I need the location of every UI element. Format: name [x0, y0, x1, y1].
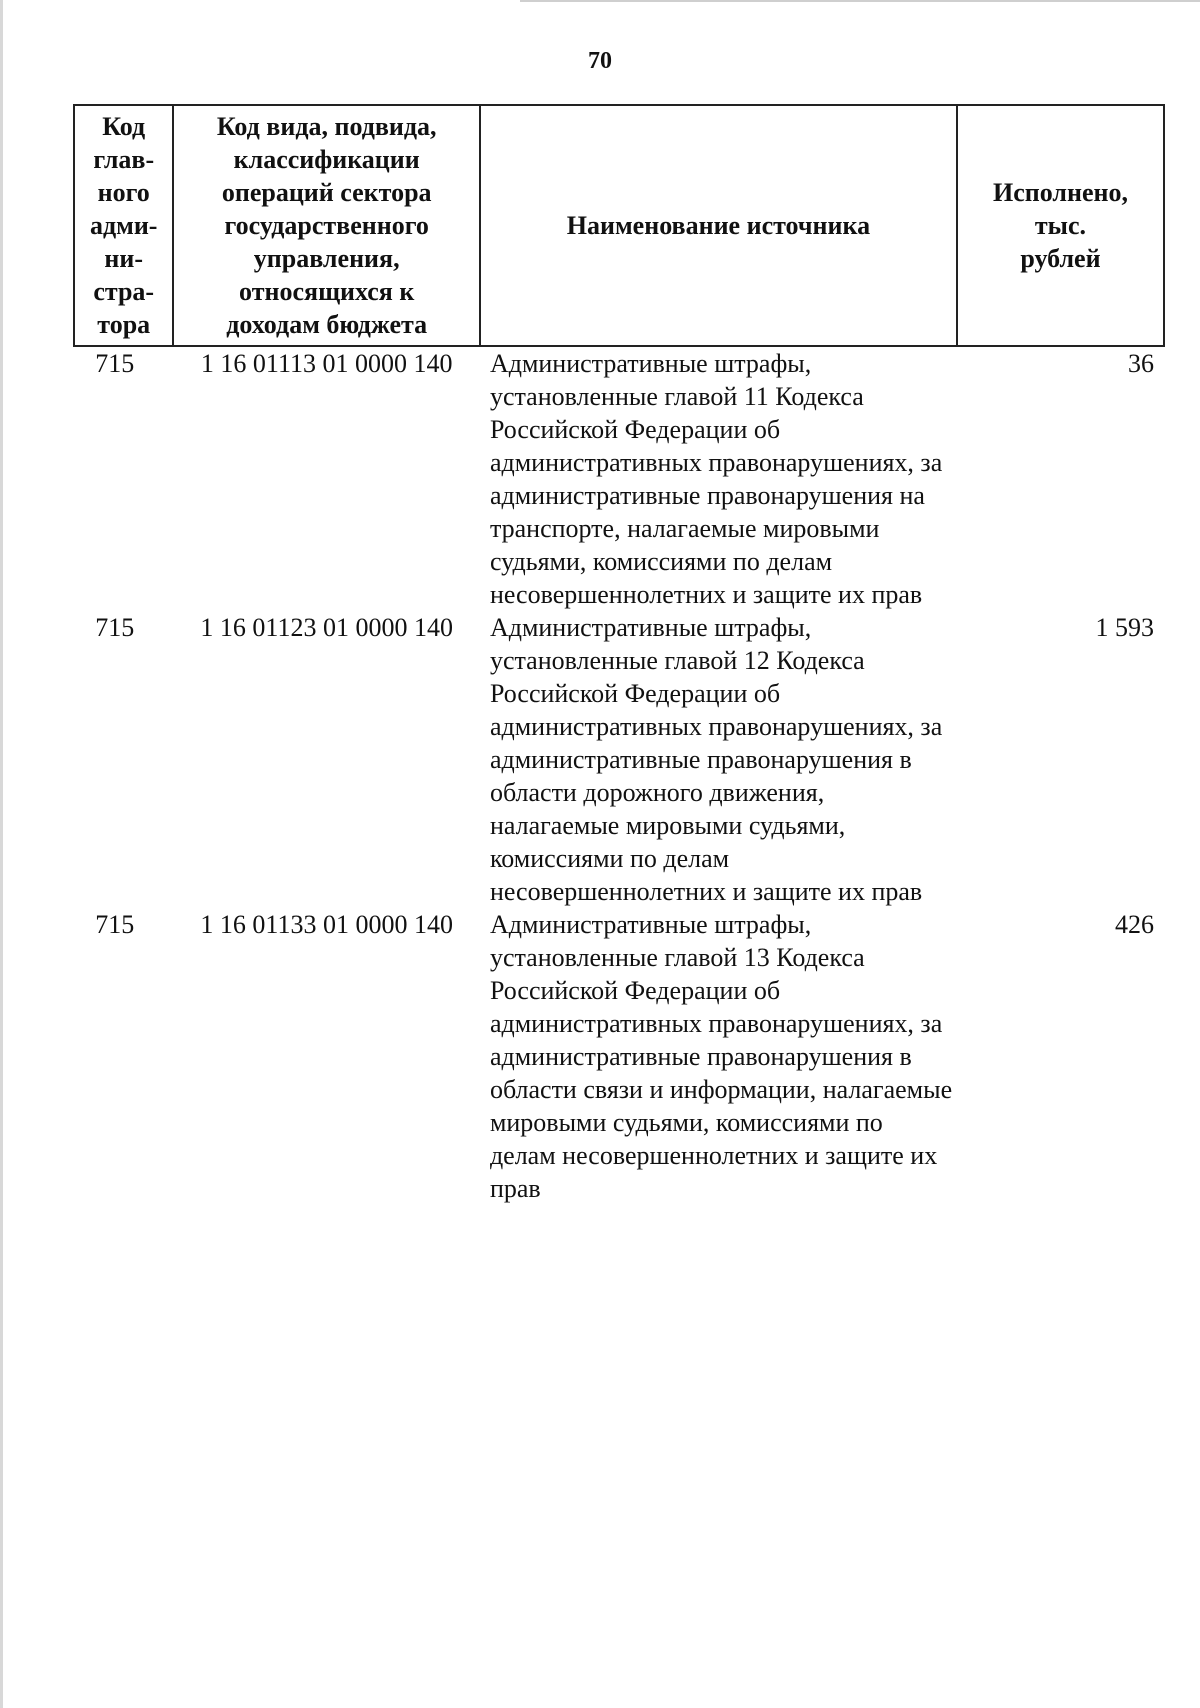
row-source-name: Административные штрафы, установленные главой 11 Кодекса Российской Федерации об административных правонарушениях, за административные правонарушения на транспорте, налагаемые мировыми судьями, комиссиями по делам несовершеннолетних и защите их прав — [489, 349, 943, 609]
row-classification-code: 1 16 01133 01 0000 140 — [200, 910, 453, 939]
table-row — [74, 346, 1164, 611]
row-source-name: Административные штрафы, установленные главой 13 Кодекса Российской Федерации об административных правонарушениях, за административные правонарушения в области связи и информации, налагаемые мировыми судьями, комиссиями по делам несовершеннолетних и защите их прав — [489, 910, 953, 1203]
row-classification-code: 1 16 01113 01 0000 140 — [200, 349, 453, 378]
header-classification-code: Код вида, подвида, классификации операций сектора государственного управления, относящихся к доходам бюджета — [173, 105, 479, 346]
header-executed-sum: Исполнено, тыс. рублей — [957, 105, 1164, 346]
header-source-name: Наименование источника — [480, 105, 957, 346]
scan-top-edge — [520, 0, 1200, 2]
row-admin-code: 715 — [95, 613, 135, 642]
table-row — [74, 908, 1164, 1205]
row-executed-sum: 36 — [1128, 349, 1154, 378]
revenue-table — [73, 104, 1165, 1205]
table-header-row — [74, 105, 1164, 346]
row-executed-sum: 1 593 — [1095, 613, 1154, 642]
row-classification-code: 1 16 01123 01 0000 140 — [200, 613, 453, 642]
page-number: 70 — [588, 48, 612, 74]
row-source-name: Административные штрафы, установленные главой 12 Кодекса Российской Федерации об административных правонарушениях, за административные правонарушения в области дорожного движения, налагаемые мировыми судьями, комиссиями по делам несовершеннолетних и защите их прав — [489, 613, 943, 906]
scan-left-edge — [0, 0, 3, 1708]
header-admin-code: Код глав- ного адми- ни- стра- тора — [74, 105, 173, 346]
row-admin-code: 715 — [95, 349, 135, 378]
row-executed-sum: 426 — [1115, 910, 1154, 939]
table-row — [74, 611, 1164, 908]
row-admin-code: 715 — [95, 910, 135, 939]
